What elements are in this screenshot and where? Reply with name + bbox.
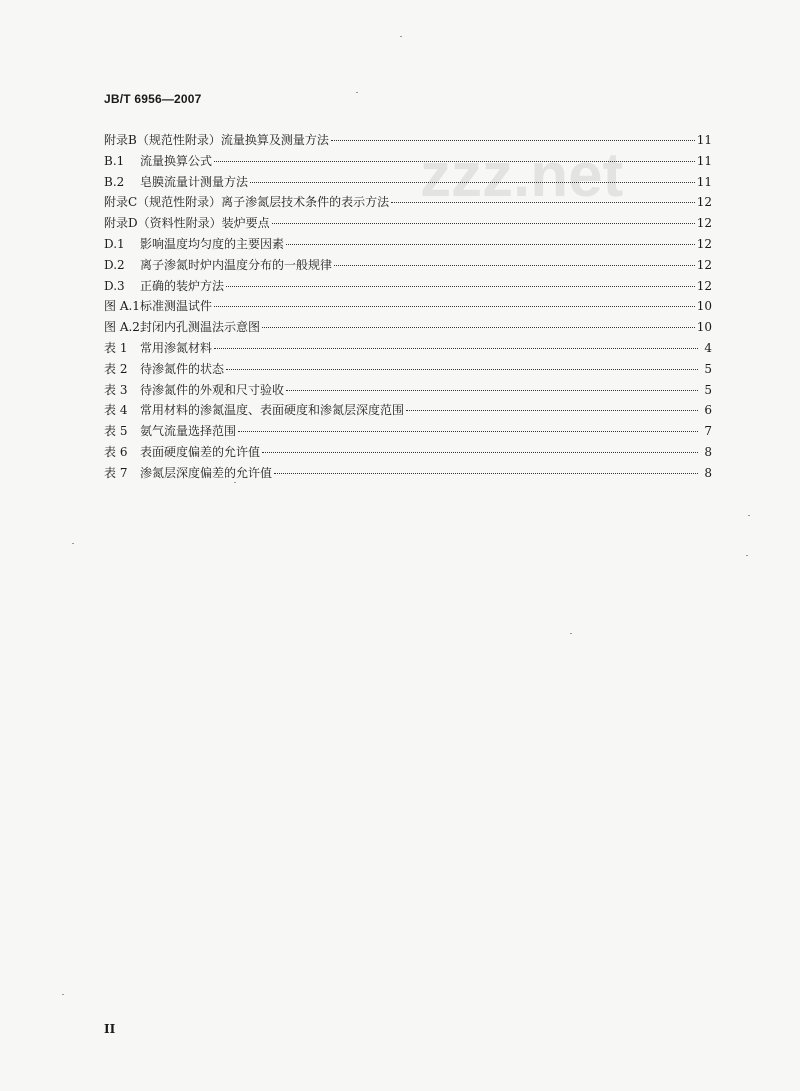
toc-entry-label [104,234,284,255]
toc-entry-page: 5 [704,382,712,397]
toc-entry-label [104,192,389,213]
page-number: II [104,1022,116,1036]
toc-entry-page: 8 [704,465,712,480]
scan-speck [356,92,358,93]
toc-entry-page: 12 [696,257,712,272]
toc-entry-title: 离子渗氮时炉内温度分布的一般规律 [140,257,333,272]
toc-entry-page: 12 [696,236,712,251]
toc-entry[interactable] [104,213,712,234]
toc-entry-number: 表 5 [104,424,128,439]
dot-leader [274,473,698,474]
toc-entry-page: 12 [696,278,712,293]
dot-leader [286,390,698,391]
toc-entry[interactable] [104,442,712,463]
toc-entry[interactable] [104,151,712,172]
toc-entry-number: 表 7 [104,465,128,480]
toc-entry-label [104,130,329,151]
toc-entry-page: 11 [696,174,712,189]
toc-entry[interactable] [104,296,712,317]
scan-speck [400,36,402,37]
toc-entry-title: 常用渗氮材料 [140,340,213,355]
dot-leader [331,140,695,141]
toc-entry-title: 渗氮层深度偏差的允许值 [140,465,273,480]
toc-entry[interactable] [104,172,712,193]
toc-entry-number: 图 A.1 [104,299,140,314]
dot-leader [272,223,695,224]
toc-entry-title: 标准测温试件 [140,299,213,314]
toc-entry-label [104,296,212,317]
toc-entry-page: 12 [696,216,712,231]
toc-entry-label [104,172,248,193]
toc-entry-title: 正确的装炉方法 [140,278,225,293]
toc-entry-page: 10 [696,320,712,335]
scan-speck [72,543,74,544]
toc-entry-number: D.2 [104,257,125,272]
toc-entry[interactable] [104,317,712,338]
dot-leader [391,202,695,203]
toc-entry-label [104,421,236,442]
toc-entry-label [104,255,332,276]
toc-entry[interactable] [104,359,712,380]
toc-entry-number: 图 A.2 [104,320,140,335]
toc-entry-label [104,276,224,297]
toc-entry-title: 附录C（规范性附录）离子渗氮层技术条件的表示方法 [104,195,390,210]
dot-leader [214,161,695,162]
toc-entry-number: 表 3 [104,382,128,397]
toc-entry[interactable] [104,380,712,401]
scan-speck [570,633,572,634]
toc-entry-page: 6 [704,403,712,418]
dot-leader [226,369,698,370]
toc-entry-number: D.1 [104,236,125,251]
toc-entry-title: 表面硬度偏差的允许值 [140,444,261,459]
toc-entry-title: 封闭内孔测温法示意图 [140,320,261,335]
toc-entry-title: 流量换算公式 [140,153,213,168]
toc-entry-title: 附录B（规范性附录）流量换算及测量方法 [104,133,329,147]
scan-speck [748,515,750,516]
dot-leader [262,327,695,328]
toc-entry[interactable] [104,463,712,484]
toc-entry-page: 11 [696,133,712,147]
toc-entry-number: B.1 [104,153,125,168]
toc-entry-number: 表 1 [104,340,128,355]
toc-entry-page: 7 [704,424,712,439]
toc-entry-label [104,463,272,484]
toc-entry[interactable] [104,130,712,151]
toc-entry[interactable] [104,276,712,297]
dot-leader [262,452,698,453]
toc-entry-label [104,317,260,338]
toc-entry-label [104,380,284,401]
toc-entry-number: 表 4 [104,403,128,418]
scan-speck [62,994,64,995]
toc-entry-label [104,338,212,359]
toc-entry-title: 氨气流量选择范围 [140,424,237,439]
scan-speck [234,482,236,483]
toc-entry[interactable] [104,338,712,359]
toc-entry-title: 皂膜流量计测量方法 [140,174,249,189]
toc-entry-title: 影响温度均匀度的主要因素 [140,236,285,251]
toc-entry-page: 5 [704,361,712,376]
toc-entry-label [104,442,260,463]
toc-entry-title: 待渗氮件的状态 [140,361,225,376]
table-of-contents [104,130,712,484]
dot-leader [238,431,698,432]
toc-entry-page: 11 [696,153,712,168]
toc-entry-page: 10 [696,299,712,314]
dot-leader [334,265,695,266]
dot-leader [214,306,695,307]
toc-entry-label [104,359,224,380]
toc-entry-label [104,151,212,172]
toc-entry-page: 4 [704,340,712,355]
dot-leader [406,410,698,411]
toc-entry[interactable] [104,421,712,442]
toc-entry-page: 12 [696,195,712,210]
toc-entry-title: 附录D（资料性附录）装炉要点 [104,216,270,231]
document-code: JB/T 6956—2007 [104,92,202,106]
scan-speck [746,555,748,556]
toc-entry[interactable] [104,400,712,421]
dot-leader [214,348,698,349]
toc-entry[interactable] [104,192,712,213]
toc-entry-title: 常用材料的渗氮温度、表面硬度和渗氮层深度范围 [140,403,405,418]
toc-entry-page: 8 [704,444,712,459]
toc-entry-label [104,213,270,234]
toc-entry[interactable] [104,234,712,255]
toc-entry-number: 表 6 [104,444,128,459]
toc-entry-number: 表 2 [104,361,128,376]
watermark: zzz.net [420,141,624,210]
dot-leader [250,182,695,183]
toc-entry-title: 待渗氮件的外观和尺寸验收 [140,382,285,397]
toc-entry-number: B.2 [104,174,125,189]
dot-leader [226,286,695,287]
toc-entry-number: D.3 [104,278,125,293]
dot-leader [286,244,695,245]
toc-entry[interactable] [104,255,712,276]
toc-entry-label [104,400,404,421]
